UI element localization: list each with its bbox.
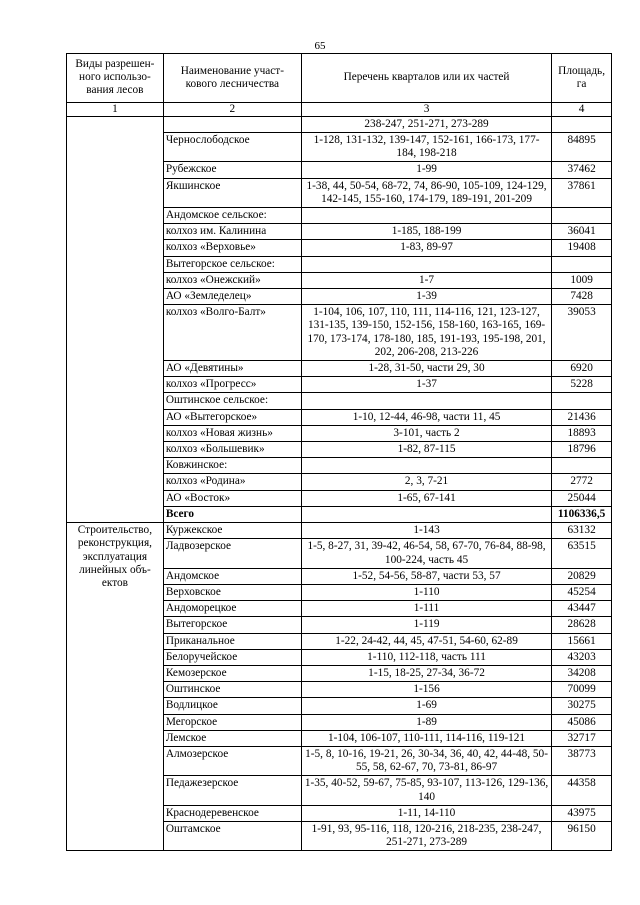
area-cell: 7428	[552, 289, 612, 305]
forestry-name-cell: Вытегорское сельское:	[163, 256, 301, 272]
quarters-cell: 1-35, 40-52, 59-67, 75-85, 93-107, 113-126, 129-136, 140	[301, 776, 551, 805]
area-cell	[552, 458, 612, 474]
quarters-cell: 1-5, 8, 10-16, 19-21, 26, 30-34, 36, 40, 42, 44-48, 50-55, 58, 62-67, 70, 73-81, 86-97	[301, 746, 551, 775]
area-cell: 6920	[552, 361, 612, 377]
area-cell: 32717	[552, 730, 612, 746]
quarters-cell	[301, 393, 551, 409]
forestry-name-cell: АО «Восток»	[163, 490, 301, 506]
forestry-name-cell: Рубежское	[163, 162, 301, 178]
quarters-cell: 1-104, 106, 107, 110, 111, 114-116, 121, 123-127, 131-135, 139-150, 152-156, 158-160, 163-165, 169-170, 173-174, 178-180, 185, 191-193, 195-198, 201, 202, 206-208, 213-226	[301, 305, 551, 361]
forestry-name-cell	[163, 116, 301, 132]
forestry-name-cell: колхоз «Волго-Балт»	[163, 305, 301, 361]
forestry-name-cell: колхоз «Большевик»	[163, 442, 301, 458]
use-type-cell	[67, 116, 164, 522]
quarters-cell: 1-185, 188-199	[301, 224, 551, 240]
quarters-cell: 1-82, 87-115	[301, 442, 551, 458]
forestry-name-cell: Якшинское	[163, 178, 301, 207]
area-cell: 37462	[552, 162, 612, 178]
area-cell: 44358	[552, 776, 612, 805]
area-cell: 45254	[552, 584, 612, 600]
forestry-name-cell: Оштинское сельское:	[163, 393, 301, 409]
table-row	[67, 116, 612, 132]
quarters-cell: 3-101, часть 2	[301, 425, 551, 441]
forestry-name-cell: АО «Девятины»	[163, 361, 301, 377]
forestry-name-cell: Приканальное	[163, 633, 301, 649]
area-cell: 63515	[552, 539, 612, 568]
quarters-cell: 1-119	[301, 617, 551, 633]
total-quarters-cell	[301, 506, 551, 522]
area-cell: 19408	[552, 240, 612, 256]
area-cell: 38773	[552, 746, 612, 775]
forestry-name-cell: колхоз им. Калинина	[163, 224, 301, 240]
forestry-name-cell: Водлицкое	[163, 698, 301, 714]
quarters-cell: 1-39	[301, 289, 551, 305]
area-cell: 20829	[552, 568, 612, 584]
forestry-name-cell: колхоз «Онежский»	[163, 272, 301, 288]
column-index: 3	[301, 102, 551, 116]
quarters-cell: 1-11, 14-110	[301, 805, 551, 821]
area-cell	[552, 208, 612, 224]
forestry-name-cell: Белоручейское	[163, 649, 301, 665]
quarters-cell: 1-143	[301, 523, 551, 539]
area-cell: 18893	[552, 425, 612, 441]
area-cell: 45086	[552, 714, 612, 730]
forestry-name-cell: АО «Земледелец»	[163, 289, 301, 305]
forestry-name-cell: Ковжинское:	[163, 458, 301, 474]
column-index: 1	[67, 102, 164, 116]
forestry-name-cell: Вытегорское	[163, 617, 301, 633]
quarters-cell: 1-83, 89-97	[301, 240, 551, 256]
forestry-name-cell: Педажезерское	[163, 776, 301, 805]
table-row	[67, 523, 612, 539]
area-cell: 5228	[552, 377, 612, 393]
forestry-name-cell: Алмозерское	[163, 746, 301, 775]
area-cell: 96150	[552, 821, 612, 850]
forestry-name-cell: Оштамское	[163, 821, 301, 850]
forestry-name-cell: Кемозерское	[163, 665, 301, 681]
forest-use-table	[66, 53, 612, 851]
area-cell: 43203	[552, 649, 612, 665]
area-cell: 34208	[552, 665, 612, 681]
area-cell: 84895	[552, 133, 612, 162]
area-cell: 30275	[552, 698, 612, 714]
forestry-name-cell: Ладвозерское	[163, 539, 301, 568]
forestry-name-cell: колхоз «Родина»	[163, 474, 301, 490]
quarters-cell: 1-89	[301, 714, 551, 730]
forestry-name-cell: Лемское	[163, 730, 301, 746]
header-quarters: Перечень кварталов или их частей	[301, 54, 551, 103]
header-area: Площадь, га	[552, 54, 612, 103]
header-row	[67, 54, 612, 103]
area-cell: 36041	[552, 224, 612, 240]
column-index: 4	[552, 102, 612, 116]
quarters-cell: 1-7	[301, 272, 551, 288]
forestry-name-cell: Краснодеревенское	[163, 805, 301, 821]
quarters-cell: 1-111	[301, 601, 551, 617]
area-cell: 43975	[552, 805, 612, 821]
quarters-cell: 1-69	[301, 698, 551, 714]
quarters-cell: 1-65, 67-141	[301, 490, 551, 506]
forestry-name-cell: Куржекское	[163, 523, 301, 539]
quarters-cell: 1-37	[301, 377, 551, 393]
area-cell: 2772	[552, 474, 612, 490]
quarters-cell: 238-247, 251-271, 273-289	[301, 116, 551, 132]
area-cell: 15661	[552, 633, 612, 649]
area-cell: 39053	[552, 305, 612, 361]
area-cell: 63132	[552, 523, 612, 539]
quarters-cell: 1-99	[301, 162, 551, 178]
quarters-cell: 2, 3, 7-21	[301, 474, 551, 490]
area-cell: 25044	[552, 490, 612, 506]
area-cell: 43447	[552, 601, 612, 617]
quarters-cell: 1-22, 24-42, 44, 45, 47-51, 54-60, 62-89	[301, 633, 551, 649]
header-use-type: Виды разрешен-ного использо-вания лесов	[67, 54, 164, 103]
quarters-cell	[301, 256, 551, 272]
quarters-cell: 1-28, 31-50, части 29, 30	[301, 361, 551, 377]
forestry-name-cell: Андомское сельское:	[163, 208, 301, 224]
quarters-cell: 1-15, 18-25, 27-34, 36-72	[301, 665, 551, 681]
forestry-name-cell: АО «Вытегорское»	[163, 409, 301, 425]
quarters-cell: 1-110, 112-118, часть 111	[301, 649, 551, 665]
page-number: 65	[314, 40, 326, 52]
area-cell: 28628	[552, 617, 612, 633]
quarters-cell	[301, 208, 551, 224]
column-index: 2	[163, 102, 301, 116]
use-type-cell: Строительство, реконструкция, эксплуатация линейных объ-ектов	[67, 523, 164, 851]
header-forestry-name: Наименование участ-кового лесничества	[163, 54, 301, 103]
total-label: Всего	[163, 506, 301, 522]
forestry-name-cell: Оштинское	[163, 682, 301, 698]
quarters-cell: 1-110	[301, 584, 551, 600]
quarters-cell: 1-5, 8-27, 31, 39-42, 46-54, 58, 67-70, 76-84, 88-98, 100-224, часть 45	[301, 539, 551, 568]
forestry-name-cell: Мегорское	[163, 714, 301, 730]
quarters-cell: 1-91, 93, 95-116, 118, 120-216, 218-235, 238-247, 251-271, 273-289	[301, 821, 551, 850]
quarters-cell	[301, 458, 551, 474]
quarters-cell: 1-156	[301, 682, 551, 698]
area-cell: 18796	[552, 442, 612, 458]
area-cell: 37861	[552, 178, 612, 207]
forestry-name-cell: колхоз «Прогресс»	[163, 377, 301, 393]
forestry-name-cell: Андомское	[163, 568, 301, 584]
area-cell	[552, 116, 612, 132]
quarters-cell: 1-128, 131-132, 139-147, 152-161, 166-173, 177-184, 198-218	[301, 133, 551, 162]
area-cell: 1009	[552, 272, 612, 288]
forestry-name-cell: Чернослободское	[163, 133, 301, 162]
forestry-name-cell: Верховское	[163, 584, 301, 600]
total-value: 1106336,5	[552, 506, 612, 522]
quarters-cell: 1-10, 12-44, 46-98, части 11, 45	[301, 409, 551, 425]
forestry-name-cell: колхоз «Верховье»	[163, 240, 301, 256]
area-cell	[552, 256, 612, 272]
forestry-name-cell: колхоз «Новая жизнь»	[163, 425, 301, 441]
quarters-cell: 1-52, 54-56, 58-87, части 53, 57	[301, 568, 551, 584]
area-cell	[552, 393, 612, 409]
forestry-name-cell: Андоморецкое	[163, 601, 301, 617]
column-index-row	[67, 102, 612, 116]
quarters-cell: 1-38, 44, 50-54, 68-72, 74, 86-90, 105-109, 124-129, 142-145, 155-160, 174-179, 189-191, 201-209	[301, 178, 551, 207]
area-cell: 70099	[552, 682, 612, 698]
quarters-cell: 1-104, 106-107, 110-111, 114-116, 119-121	[301, 730, 551, 746]
area-cell: 21436	[552, 409, 612, 425]
